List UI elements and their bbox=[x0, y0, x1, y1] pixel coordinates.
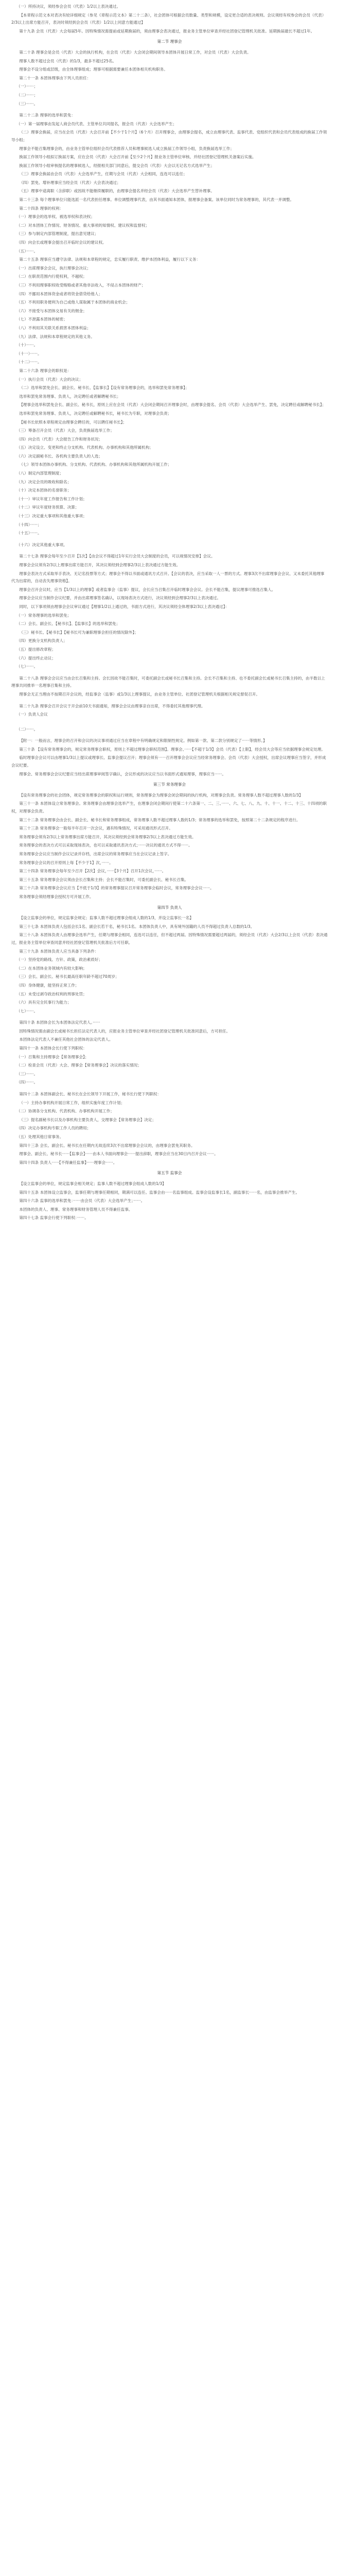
paragraph: 第二十三条 每个理事单位只能选派一名代表担任理事。单位调整理事代表，由其书面通知本团体，报理事会备案。该单位同时为常务理事的，其代表一并调整。 bbox=[19, 197, 294, 202]
list-item: （四）身体健康，能坚持正常工作； bbox=[16, 982, 79, 988]
paragraph: （二）理事会换届，应当在会员（代表）大会召开前【不少于1个月】（6个月）召开理事会，由理事会提名，成立由理事代表、监事代表、党组织代表和会员代表组成的换届工作领导小组； bbox=[11, 130, 327, 142]
list-item: （三）不利用理事职权收受贿赂或者其他非法收入，不侵占本团体的财产； bbox=[16, 283, 146, 287]
paragraph: 第二十五条 理事应当遵守法律、法规和本章程的规定，忠实履行职责、维护本团体利益，履行以下义务： bbox=[19, 257, 200, 262]
list-item: （十二）审议年度财务预算、决算； bbox=[16, 505, 79, 510]
paragraph: 理事人数不超过会员（代表）的1/3，最多不超过25名。 bbox=[19, 58, 117, 63]
paragraph: 常务理事会会议的召开原则上每【不少于1】次，······。 bbox=[19, 860, 113, 865]
list-item: （一）负责人会议 bbox=[16, 712, 48, 717]
paragraph: 第四十三条 会长、副会长、秘书长在任期内无故连续3次不出席理事会会议的，由理事会罢免其职务。 bbox=[19, 1143, 195, 1148]
paragraph: 临时理事会会议可以由理事1/3以上提议或理事长、监事会提议召开；理事会须有······召开理事会会议应当经常务理事会、会员（代表）大会授权，出席会议理事应当签字，并形成会议纪要。 bbox=[11, 755, 326, 768]
list-item: （一）······； bbox=[16, 84, 38, 89]
paragraph: 【理事会选举和罢免会长、副会长、秘书长，原则上应在会员（代表）大会闭会期间召开理事会时，由理事会提名、会员（代表）大会选举产生、罢免，决定聘任或解聘秘书长】； bbox=[19, 402, 326, 408]
list-item: （二）在职责范围内行使权利，不越权； bbox=[16, 274, 87, 279]
paragraph: 理事会、副会长、秘书长······【监事会】······由本人书面向理事会······提出辞职，理事会应当在30日内召开会议······。 bbox=[19, 1151, 218, 1157]
paragraph: 第四十五条 本团体设立监事会，监事任期与理事任期相同，期满可以连任。监事会由······名监事组成。监事会设监事长1名，副监事长······名，由监事会推举产生。 bbox=[19, 1190, 300, 1195]
list-item: （八）不利用其关联关系损害本团体利益； bbox=[16, 325, 91, 330]
paragraph: 第二十二条 理事的选举和罢免： bbox=[19, 113, 75, 118]
paragraph: （四）罢免、增补理事应当经会员（代表）大会表决通过； bbox=[19, 180, 121, 185]
list-item: （八）制定内部管理制度； bbox=[16, 471, 64, 476]
paragraph: （三）提名副秘书长以及办事机构主要负责人，交理事会【常务理事会】决定； bbox=[19, 1117, 156, 1122]
list-item: （十五）······。 bbox=[16, 531, 42, 536]
section-heading: 第三节 常务理事会 bbox=[153, 782, 186, 787]
paragraph: 【秘书长依照本章程规定由理事会聘任的，可以聘任秘书长】； bbox=[19, 419, 127, 425]
paragraph: 【附一：一般而言，理事会的召开和会议的决议事项通过应当在章程中有明确规定和限制性规定。例如第一款、第二款分别规定了······等情形。】 bbox=[19, 738, 267, 743]
paragraph: （七）领导本团体办事机构、分支机构、代表机构、办事机构和其他所属机构开展工作； bbox=[19, 462, 172, 467]
paragraph: 理事会不能召集理事会的，由业务主管单位组织会员代表推荐人员和理事候选人成立换届工作领导小组，负责换届选举工作； bbox=[19, 146, 234, 151]
list-item: （九）决定会员的吸收和除名； bbox=[16, 479, 72, 484]
list-item: （七）不泄露本团体的秘密； bbox=[16, 317, 67, 322]
list-item: （三）会长、副会长、秘书长最高任职年龄不超过70周岁； bbox=[16, 974, 119, 979]
paragraph: 第二十六条 理事会的职权是： bbox=[19, 368, 72, 373]
paragraph: 本团体法定代表人不兼任其他社会团体的法定代表人。 bbox=[19, 1037, 113, 1042]
paragraph: 第二十九条 理事会召开会议于开会前10天书面通知，理事会会议由理事亲自出席，不得委托其他理事代理。 bbox=[19, 703, 205, 708]
list-item: （四）······。 bbox=[16, 1080, 38, 1085]
list-item: （一）执行会员（代表）大会的决议； bbox=[16, 377, 83, 382]
paragraph: （一）主持办事机构开展日常工作，组织实施年度工作计划； bbox=[19, 1100, 125, 1105]
paragraph: 第四十二条 本团体副会长、秘书长在会长领导下开展工作，秘书长行使下列职权： bbox=[19, 1092, 161, 1097]
charter-document bbox=[0, 0, 337, 1233]
list-item: （十六）决定其他重大事项。 bbox=[16, 542, 67, 547]
list-item: （七）······。 bbox=[16, 664, 38, 669]
list-item: （五）提出修改章程； bbox=[16, 647, 56, 652]
list-item: （六）决定副秘书长、各机构主要负责人的人选； bbox=[16, 453, 103, 459]
paragraph: 理事会、常务理事会会议纪要应当经出席理事审阅签字确认，会议形成的决议应当以书面形式通知理事，理事应当······。 bbox=[19, 771, 226, 776]
list-item: （十一）······。 bbox=[16, 351, 42, 356]
paragraph: 【设有常务理事会的社会团体，规定常务理事会的职权和运行规则，常务理事会为理事会闭会期间的执行机构，对理事会负责。常务理事人数不超过理事人数的1/3】 bbox=[19, 792, 303, 798]
paragraph: 常务理事会会议应当制作会议记录并存档，出席会议的常务理事应当在会议记录上签字。 bbox=[19, 852, 172, 856]
list-item: （二）在本团体业务领域内有较大影响； bbox=[16, 965, 87, 971]
paragraph: 第三十三条 常务理事会一般每半年召开一次会议，遇有特殊情况，可采用通讯形式召开。 bbox=[19, 826, 173, 831]
list-item: （一）理事会的选举权、被选举权和表决权； bbox=[16, 214, 95, 219]
paragraph: 【设立监事会的单位，规定监事会相关规定；监事人数不超过理事会组成人数的1/3】 bbox=[19, 1181, 166, 1186]
paragraph: 第四十六条 监事的选举和罢免：······由会员（代表）大会选举产生；······。 bbox=[19, 1198, 145, 1204]
paragraph: 本团体的负责人、理事、常务理事和财务管理人员不得兼任监事。 bbox=[19, 1207, 133, 1212]
list-item: （二）协调各分支机构、代表机构、办事机构开展工作； bbox=[16, 1109, 114, 1114]
paragraph: 第三十一条 本团体设立常务理事会。常务理事会由理事会选举产生，在理事会闭会期间行使第二十六条第一、二、三、······、六、七、八、九、十、十一、十二、十三、十四项的职权，对理事会负责。 bbox=[11, 801, 327, 814]
paragraph: 理事会表决方式采取举手表决、无记名投票等方式；理事会不得以书面或通讯方式召开。【会议的表决，应当采取一人一票的方式。理事3次不出席理事会会议、又未委托其他理事代为出席的，自动丧失理事资格】。 bbox=[11, 571, 325, 584]
paragraph: 第三十条 【设有常务理事会的，规定常务理事会职权，原则上不超过理事会职权范围】。理事会、······【不超于1/3】会员（代表）【上限】，经会员大会等应当依据理事会规定处理。 bbox=[19, 747, 326, 752]
list-item: （二）对本团体工作情况、财务情况、重大事项的知情权、建议权和监督权； bbox=[16, 223, 150, 228]
paragraph: 换届工作领导小组审核提名的理事候选人，经报相关部门同意后，提交会员（代表）大会以无记名方式选举产生； bbox=[19, 163, 215, 168]
paragraph: 第四十一条 本团体会长行使下列职权： bbox=[19, 1046, 87, 1051]
list-item: （十三）决定重大事项和其他重大事项； bbox=[16, 514, 87, 519]
list-item: （四）向会长或理事会提出召开临时会议的建议权。 bbox=[16, 240, 107, 245]
paragraph: 【设立监事会的单位，规定监事会规定；监事人数不超过理事会组成人数的1/3，并设立监事长一名】 bbox=[19, 916, 193, 921]
paragraph: 第三十五条 常务理事会会议须由会长召集和主持；会长不能召集时，可委托副会长、秘书长召集。 bbox=[19, 877, 189, 882]
list-item: （一）召集和主持理事会【常务理事会】； bbox=[16, 1054, 89, 1059]
list-item: （二）······； bbox=[16, 92, 38, 97]
list-item: （三）参与制定内部管理制度，提出意见建议； bbox=[16, 231, 99, 236]
list-item: （一）常务理事的选举和罢免； bbox=[16, 613, 72, 618]
list-item: （十）决定本团体的名誉职务； bbox=[16, 488, 72, 493]
paragraph: 第二十四条 理事的权利： bbox=[19, 206, 64, 211]
list-item: （三）······。 bbox=[16, 1071, 38, 1076]
list-item: （五）决定设立、变更和终止分支机构、代表机构、办事机构和其他所属机构； bbox=[16, 445, 153, 450]
paragraph: 第二十一条 本团体理事由下列人员担任： bbox=[19, 75, 91, 80]
paragraph: 第二十条 理事会是会员（代表）大会的执行机构，在会员（代表）大会闭会期间领导本团体开展日常工作，对会员（代表）大会负责。 bbox=[19, 49, 251, 55]
list-item: （十）······。 bbox=[16, 343, 38, 348]
list-item: （四）决定办事机构专职工作人员的聘用； bbox=[16, 1126, 91, 1131]
list-item: （六）不接受与本团体交易有关的佣金； bbox=[16, 308, 87, 313]
paragraph: （五）理事中途离职（含辞职）或因故不能继续履职的，由理事会提名并经会员（代表）大会选举产生替补理事。 bbox=[19, 189, 215, 194]
paragraph: 理事会会议应当制作会议纪要，并由出席理事签名确认，以现场表决方式进行，决议须经到会理事2/3以上表决通过。 bbox=[19, 596, 221, 601]
paragraph: 第三十七条 本团体负责人包括会长1名、副会长若干名，秘书长1名。本团体负责人中，具有境外国籍的人员不得超过负责人总数的1/3。 bbox=[19, 924, 255, 929]
list-item: （十二）······。 bbox=[16, 360, 42, 365]
paragraph: 理事会召开会议时，应当【1/3以上的理事】或者监事会（监事）提议，会长应当召集召开临时理事会会议。会长不能召集，提议理事可推选召集人。 bbox=[19, 587, 276, 592]
paragraph: （二）选举和罢免会长、副会长、秘书长、【监事长】【设有常务理事会的，选举和罢免常务理事】； bbox=[19, 385, 189, 391]
paragraph: 第二十七条 理事会每年至少召开【1次】【由会议不得超过1年实行会员大会制度的会员，可以视情况安排】会议。 bbox=[19, 554, 215, 559]
list-item: （九）法律、法规和本章程规定的其他义务。 bbox=[16, 334, 95, 339]
list-item: （四）不挪用本团体资金或者将资金借贷给他人； bbox=[16, 291, 103, 296]
list-item: （三）筹备召开会员（代表）大会，负责换届选举工作； bbox=[16, 428, 114, 433]
paragraph: 同时，以下事项须由理事会会议审议通过【理事1/2以上通过的，书面方式进行，其决议须经全体理事2/3以上表决通过】： bbox=[19, 604, 229, 609]
paragraph: 第十九条 会员（代表）大会每届5年。因特殊情况需提前或延期换届的，须由理事会表决通过，报业务主管单位审查并经社团登记管理机关批准。延期换届最长不超过1年。 bbox=[19, 28, 315, 33]
paragraph: 常务理事会的表决方式可以采取现场表决，也可以采取通讯表决方式；······决议的通讯方式不得······。 bbox=[19, 843, 192, 848]
paragraph: 【本章程示范文本对表决有较详细规定（参见《章程示范文本》第二十二条），社会团体可根据会员数量、类型和规模，设定更合适的表决规则。会议须经有权参会的会员（代表）2/3以上出席方能召开，表决时须经到会会员（代表）1/2以上同意方能通过】 bbox=[11, 12, 326, 25]
paragraph: 第四十四条 负责人······【不得兼任监事】······理事会······。 bbox=[19, 1160, 117, 1165]
list-item: （四）更换分支机构负责人； bbox=[16, 638, 67, 643]
list-item: （六）提出终止动议； bbox=[16, 655, 56, 660]
list-item: （五）······。 bbox=[16, 248, 38, 253]
paragraph: 第三十九条 本团体负责人应当具备下列条件： bbox=[19, 948, 99, 954]
paragraph: 第三十八条 本团体负责人由理事会选举产生，任期与理事会相同，连选可以连任，但不超过两届。因特殊情况需要超过两届的，须经会员（代表）大会2/3以上会员（代表）表决通过，报业务主管单位审查同意并经社团登记管理机关批准后方可任职。 bbox=[11, 933, 328, 945]
list-item: （二）······。 bbox=[16, 726, 38, 732]
paragraph: （三）理事会换届由会员（代表）大会选举产生，任期与会员（代表）大会相同，连选可以连任； bbox=[19, 172, 187, 177]
list-item: （一）第一届理事由发起人商会员代表、主管单位共同提名，报会员（代表）大会选举产生； bbox=[16, 121, 177, 126]
list-item: （一）出席理事会会议，执行理事会决议； bbox=[16, 265, 91, 270]
list-item: （二）检查会员（代表）大会、理事会【常务理事会】决议的落实情况； bbox=[16, 1063, 141, 1068]
paragraph: 因特殊情况需由副会长或秘书长担任法定代表人的，应报业务主管单位审查并经社团登记管理机关批准同意后，方可担任。 bbox=[19, 1028, 230, 1033]
list-item: （十四）······； bbox=[16, 522, 42, 527]
paragraph: 第三十六条 常务理事会会议应当【不低于1/3】的常务理事提议召开常务理事会临时会议，常务理事会会议······。 bbox=[19, 886, 214, 891]
paragraph: 第三十二条 常务理事会由会长、副会长、秘书长和常务理事组成，常务理事人数不超过理事人数的1/3；常务理事的选举和罢免，按照第二十二条规定的程序进行。 bbox=[19, 817, 300, 822]
paragraph: 换届工作领导小组拟订换届方案，应在会员（代表）大会召开前【至少2个月】报业务主管单位审核、并经社团登记管理机关备案后实施。 bbox=[19, 155, 256, 160]
paragraph: 选举和罢免常务理事、负责人，决定聘任或者解聘秘书长； bbox=[19, 394, 121, 399]
list-item: （四）向会员（代表）大会报告工作和财务状况； bbox=[16, 436, 103, 442]
list-item: （二）会长、副会长、【秘书长】、【监事长】的选举和罢免； bbox=[16, 621, 120, 626]
section-heading: 第四节 负责人 bbox=[157, 905, 182, 910]
list-item: （七）······。 bbox=[16, 1008, 38, 1013]
paragraph: 常务理事会须有2/3以上常务理事出席方能召开，其决议须经到会常务理事2/3以上表决通过方能生效。 bbox=[19, 834, 196, 839]
paragraph: 第四十条 本团体会长为本团体法定代表人。······ bbox=[19, 1020, 100, 1025]
paragraph: （三）秘书长、【秘书长】【秘书长可为兼职理事会担任的情况除外】； bbox=[19, 630, 138, 635]
paragraph: 理事会不设分组或层级，由全体理事组成；理事可根据需要兼任本团体相关机构职务。 bbox=[19, 67, 168, 72]
list-item: （五）未受过剥夺政治权利的刑事处罚； bbox=[16, 991, 87, 996]
list-item: （十一）审议年度工作报告和工作计划； bbox=[16, 496, 87, 501]
list-item: （一）所持决议，须经参会会员（代表）1/2以上表决通过。 bbox=[16, 4, 121, 9]
paragraph: 理事会会议须有2/3以上理事出席方能召开，其决议须经到会理事2/3以上表决通过方能生效。 bbox=[19, 563, 181, 567]
paragraph: 常务理事会须经理事会授权方可开展工作。 bbox=[19, 894, 94, 899]
paragraph: 选举和罢免常务理事、负责人，决定聘任或解聘秘书长，秘书长为专职，对理事会负责； bbox=[19, 411, 172, 416]
list-item: （六）具有完全民事行为能力； bbox=[16, 1000, 72, 1005]
list-item: （五）处理其他日常事务。 bbox=[16, 1134, 64, 1139]
paragraph: 理事会无正当理由不按期召开会议的，经监事会（监事）或1/3以上理事提议，由业务主管单位、社团登记管理机关根据相关规定督促召开。 bbox=[19, 691, 260, 697]
paragraph: 第二十八条 理事会会议应当由会长召集和主持。会长因故不能召集时，可委托副会长或秘书长召集和主持。会长不召集和主持、也不委托副会长或秘书长召集主持的，由半数以上理事共同推举一名理事召集和主持。 bbox=[11, 675, 325, 688]
paragraph: 第四十七条 监事会行使下列职权：······。 bbox=[19, 1215, 88, 1221]
list-item: （三）······。 bbox=[16, 101, 38, 106]
section-heading: 第五节 监事会 bbox=[157, 1171, 182, 1176]
list-item: （一）坚持党的路线、方针、政策，政治素质好； bbox=[16, 957, 103, 962]
section-heading: 第二节 理事会 bbox=[157, 39, 182, 44]
list-item: （五）不利用职务便利为自己或他人谋取属于本团体的商业机会； bbox=[16, 300, 130, 305]
paragraph: 第三十四条 常务理事会每年至少召开【2次】会议，······【3个月】召开1次会议，······。 bbox=[19, 869, 166, 874]
